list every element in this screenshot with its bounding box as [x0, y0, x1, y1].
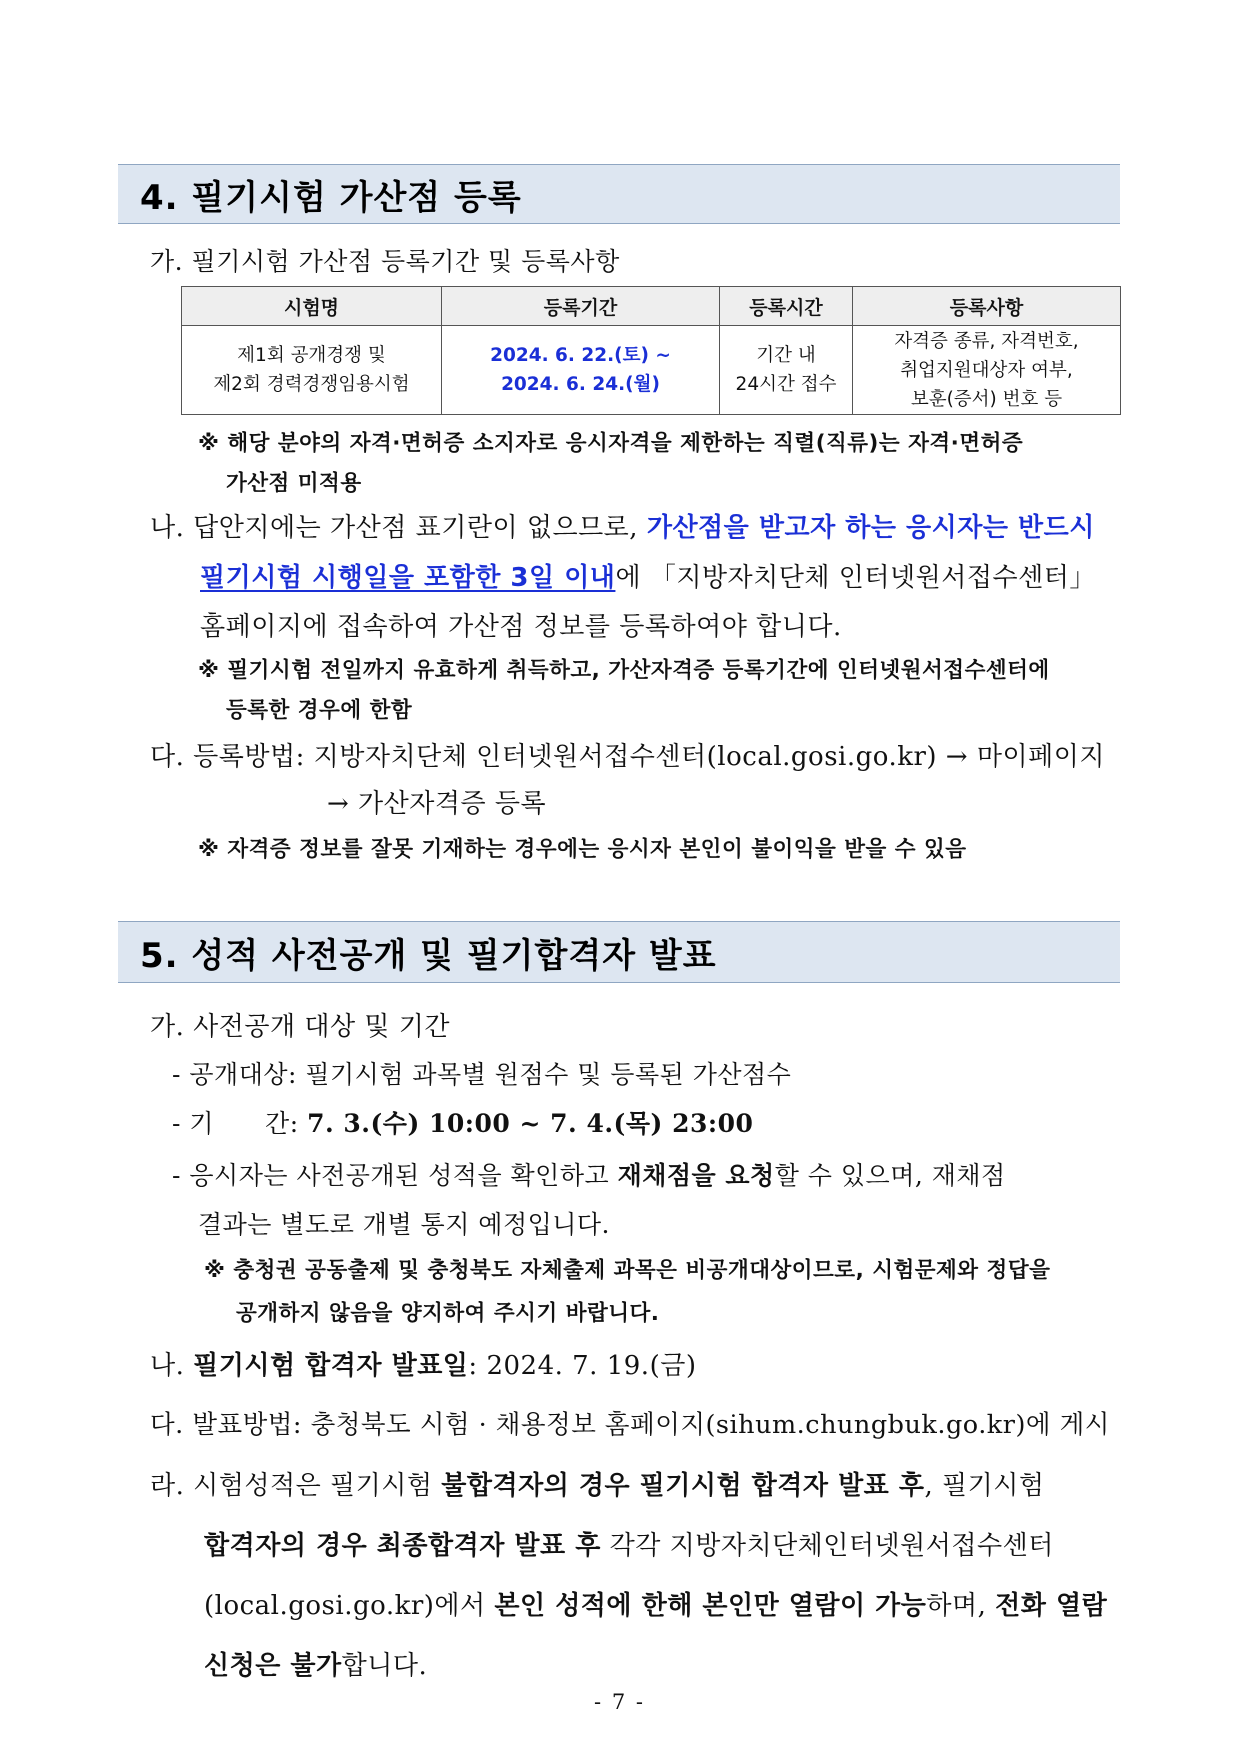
table-header: 시험명 — [182, 287, 442, 326]
ra-text: 하며, — [926, 1591, 996, 1621]
exam-name-cell — [182, 326, 442, 415]
items-line: 보훈(증서) 번호 등 — [910, 388, 1063, 410]
table-header: 등록시간 — [720, 287, 853, 326]
section-5-da: 다. 발표방법: 충청북도 시험 · 채용정보 홈페이지(sihum.chungbuk.go.kr)에 게시 — [150, 1410, 1110, 1440]
section-5-rescore-line-1 — [172, 1156, 1006, 1192]
ra-emphasis: 본인 성적에 한해 본인만 열람이 가능 — [494, 1591, 927, 1621]
rescore-emphasis: 재채점을 요청 — [617, 1161, 775, 1190]
na-text: 나. 답안지에는 가산점 표기란이 없으므로, — [150, 513, 647, 543]
section-4-note-3: ※ 자격증 정보를 잘못 기재하는 경우에는 응시자 본인이 불이익을 받을 수 있음 — [198, 837, 967, 862]
table-header: 등록사항 — [853, 287, 1121, 326]
section-5-period — [172, 1104, 753, 1140]
ra-text: , 필기시험 — [924, 1471, 1045, 1501]
period-line: 2024. 6. 22.(토) ~ — [490, 345, 671, 366]
na-deadline-link: 필기시험 시행일을 포함한 3일 이내 — [200, 563, 616, 593]
section-4-note-1: ※ 해당 분야의 자격·면허증 소지자로 응시자격을 제한하는 직렬(직류)는 자격·면허증 — [198, 431, 1024, 456]
section-4-title: 4. 필기시험 가산점 등록 — [140, 177, 522, 218]
section-5-header — [118, 921, 1120, 983]
section-4-na-line-1 — [150, 507, 1095, 544]
time-cell — [720, 326, 853, 415]
exam-name-line: 제1회 공개경쟁 및 — [237, 345, 386, 366]
section-4-note-2-cont: 등록한 경우에 한함 — [226, 698, 413, 723]
section-5-ga: 가. 사전공개 대상 및 기간 — [150, 1012, 450, 1042]
section-4-da-line-2: → 가산자격증 등록 — [327, 789, 547, 819]
period-cell — [442, 326, 720, 415]
rescore-text: - 응시자는 사전공개된 성적을 확인하고 — [172, 1161, 618, 1190]
na-prefix: 나. — [150, 1351, 194, 1381]
section-5-note-cont: 공개하지 않음을 양지하여 주시기 바랍니다. — [236, 1301, 660, 1326]
ra-emphasis: 신청은 불가 — [204, 1651, 342, 1681]
section-4-note-1-cont: 가산점 미적용 — [226, 471, 362, 496]
section-4-na-line-3: 홈페이지에 접속하여 가산점 정보를 등록하여야 합니다. — [200, 612, 842, 642]
na-text: 에 「지방자치단체 인터넷원서접수센터」 — [615, 563, 1096, 593]
rescore-text: 할 수 있으며, 재채점 — [774, 1161, 1006, 1190]
table-row — [182, 326, 1121, 415]
time-line: 24시간 접수 — [735, 374, 837, 395]
section-5-na — [150, 1345, 696, 1382]
announce-date: : 2024. 7. 19.(금) — [468, 1351, 697, 1381]
section-5-ra-line-4 — [204, 1645, 427, 1682]
section-5-ra-line-1 — [150, 1465, 1044, 1502]
period-label: - 기 간: — [172, 1109, 308, 1138]
section-5-rescore-line-2: 결과는 별도로 개별 통지 예정입니다. — [198, 1210, 610, 1239]
items-line: 자격증 종류, 자격번호, — [894, 330, 1079, 352]
ra-text: (local.gosi.go.kr)에서 — [204, 1591, 495, 1621]
time-line: 기간 내 — [756, 345, 816, 366]
page-number: - 7 - — [594, 1690, 645, 1714]
ra-emphasis: 합격자의 경우 최종합격자 발표 후 — [204, 1531, 601, 1561]
ra-emphasis: 전화 열람 — [995, 1591, 1108, 1621]
table-header: 등록기간 — [442, 287, 720, 326]
items-cell — [853, 326, 1121, 415]
ra-text: 라. 시험성적은 필기시험 — [150, 1471, 442, 1501]
na-emphasis: 가산점을 받고자 하는 응시자는 반드시 — [646, 513, 1095, 543]
period-value: 7. 3.(수) 10:00 ~ 7. 4.(목) 23:00 — [307, 1109, 754, 1138]
section-4-na-line-2 — [200, 557, 1096, 594]
ra-text: 합니다. — [341, 1651, 428, 1681]
ra-text: 각각 지방자치단체인터넷원서접수센터 — [600, 1531, 1054, 1561]
section-4-header — [118, 164, 1120, 224]
period-line: 2024. 6. 24.(월) — [501, 374, 660, 395]
section-5-target: - 공개대상: 필기시험 과목별 원점수 및 등록된 가산점수 — [172, 1060, 792, 1089]
section-4-ga: 가. 필기시험 가산점 등록기간 및 등록사항 — [150, 247, 620, 276]
section-5-ra-line-2 — [204, 1525, 1054, 1562]
section-5-note: ※ 충청권 공동출제 및 충청북도 자체출제 과목은 비공개대상이므로, 시험문제와 정답을 — [204, 1258, 1051, 1283]
items-line: 취업지원대상자 여부, — [900, 359, 1073, 381]
table-header-row — [182, 287, 1121, 326]
announce-date-label: 필기시험 합격자 발표일 — [193, 1351, 469, 1381]
section-5-ra-line-3 — [204, 1585, 1107, 1622]
section-4-da-line-1: 다. 등록방법: 지방자치단체 인터넷원서접수센터(local.gosi.go.kr) → 마이페이지 — [150, 742, 1105, 772]
registration-table — [181, 286, 1121, 415]
ra-emphasis: 불합격자의 경우 필기시험 합격자 발표 후 — [441, 1471, 925, 1501]
exam-name-line: 제2회 경력경쟁임용시험 — [213, 374, 410, 395]
section-4-note-2: ※ 필기시험 전일까지 유효하게 취득하고, 가산자격증 등록기간에 인터넷원서접수센터에 — [198, 658, 1050, 683]
section-5-title: 5. 성적 사전공개 및 필기합격자 발표 — [140, 935, 717, 976]
